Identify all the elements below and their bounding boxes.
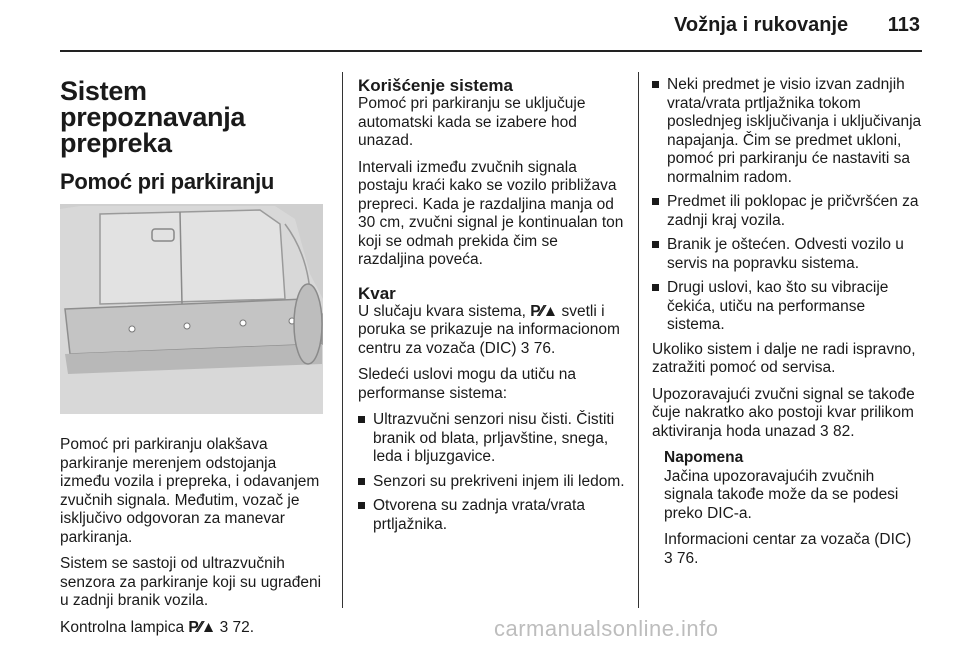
warning-paragraph: Upozoravajući zvučni signal se takođe čuje nakratko ako postoji kvar prilikom aktiviranja hoda unazad 3 82.	[652, 385, 915, 440]
conditions-paragraph: Sledeći uslovi mogu da utiču na performanse sistema:	[358, 366, 576, 402]
column-divider-2	[638, 72, 639, 608]
control-lamp-paragraph: Kontrolna lampica P⁄⁄▲ 3 72.	[60, 618, 255, 636]
column-2	[358, 76, 626, 540]
watermark: carmanualsonline.info	[494, 616, 719, 641]
list-item: Predmet ili poklopac je pričvršćen za zadnji kraj vozila.	[652, 193, 924, 230]
column-1	[60, 70, 330, 645]
page-number: 113	[887, 14, 920, 36]
page-reference: 3 72.	[219, 618, 255, 636]
column-3	[652, 76, 924, 576]
conditions-list-continued	[652, 76, 924, 335]
intro-paragraph: Pomoć pri parkiranju olakšava parkiranje merenjem odstojanja između vozila i prepreka, i odavanjem zvučnih signala. Međutim, vozač je isključivo odgovoran za manevar parkiranja.	[60, 436, 320, 546]
conditions-list	[358, 411, 626, 534]
list-item: Ultrazvučni senzori nisu čisti. Čistiti branik od blata, prljavštine, snega, leda i bljuzgavice.	[358, 411, 626, 467]
sensors-paragraph: Sistem se sastoji od ultrazvučnih senzora za parkiranje koji su ugrađeni u zadnji branik vozila.	[60, 555, 322, 609]
list-item: Drugi uslovi, kao što su vibracije čekića, utiču na performanse sistema.	[652, 279, 924, 335]
page-header	[674, 14, 920, 37]
section-heading: Sistem prepoznavanja prepreka	[60, 76, 246, 158]
fault-heading: Kvar	[358, 283, 396, 303]
chapter-title: Vožnja i rukovanje	[674, 14, 849, 36]
list-item: Otvorena su zadnja vrata/vrata prtljažnika.	[358, 497, 626, 534]
list-item: Branik je oštećen. Odvesti vozilo u servis na popravku sistema.	[652, 236, 924, 273]
service-paragraph: Ukoliko sistem i dalje ne radi ispravno, zatražiti pomoć od servisa.	[652, 340, 916, 376]
subsection-heading: Pomoć pri parkiranju	[60, 169, 275, 194]
usage-paragraph-1: Pomoć pri parkiranju se uključuje automatski kada se izabere hod unazad.	[358, 95, 586, 149]
note-box	[664, 449, 924, 568]
usage-heading: Korišćenje sistema	[358, 76, 513, 95]
header-rule	[60, 50, 922, 52]
note-paragraph-1: Jačina upozoravajućih zvučnih signala takođe može da se podesi preko DIC-a.	[664, 467, 899, 522]
list-item: Neki predmet je visio izvan zadnjih vrata/vrata prtljažnika tokom poslednjeg isključivanja i uključivanja napajanja. Čim se predmet ukloni, pomoć pri parkiranju će nastaviti sa normalnim radom.	[652, 76, 924, 187]
parking-assist-symbol-icon: P⁄⁄▲	[530, 302, 558, 320]
note-paragraph-2: Informacioni centar za vozača (DIC) 3 76.	[664, 531, 912, 567]
parking-assist-symbol-icon: P⁄⁄▲	[188, 618, 216, 636]
usage-paragraph-2: Intervali između zvučnih signala postaju kraći kako se vozilo približava prepreci. Kada je razdaljina manja od 30 cm, zvučni signal je kontinualan ton koji se odmah prekida čim se razdaljina poveća.	[358, 158, 624, 268]
fault-paragraph: U slučaju kvara sistema, P⁄⁄▲ svetli i poruka se prikazuje na informacionom centru za vozača (DIC) 3 76.	[358, 302, 620, 357]
column-divider-1	[342, 72, 343, 608]
list-item: Senzori su prekriveni injem ili ledom.	[358, 473, 626, 492]
note-title: Napomena	[664, 449, 744, 466]
rear-bumper-illustration	[60, 204, 323, 414]
